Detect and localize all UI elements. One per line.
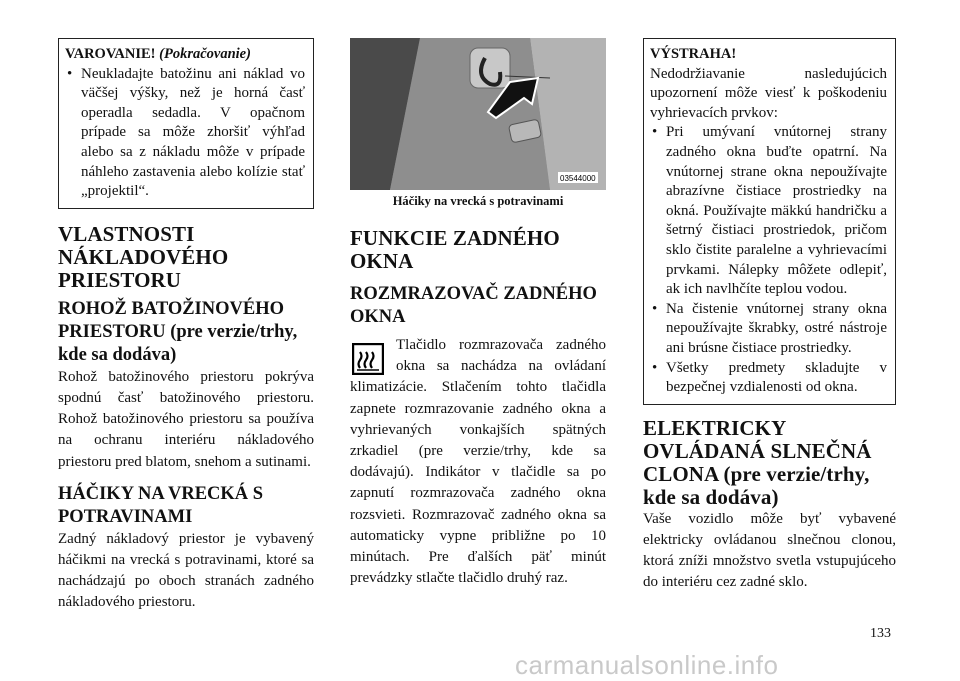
caution-item: • Všetky predmety skladujte v bezpečnej vzdialenosti od okna. — [650, 359, 887, 398]
warning-list — [65, 65, 305, 202]
warning-title — [65, 45, 305, 65]
warning-label: VAROVANIE! — [65, 46, 156, 62]
cargo-mat-heading: ROHOŽ BATOŽINOVÉHO PRIESTORU (pre verzie/trhy, kde sa dodáva) — [58, 298, 298, 365]
caution-item: • Pri umývaní vnútornej strany zadného okna buďte opatrní. Na vnútornej strane okna nepoužívajte abrazívne čistiace prostriedky na okná. Používajte mäkkú handričku a šetrný čistiaci prostriedok, pričom sklo čistite paralelne a vyhrievacími prvkami. Nálepky môžete odlepiť, ak ich navlhčíte teplou vodou. — [650, 123, 887, 299]
grocery-hooks-text: Zadný nákladový priestor je vybavený háčikmi na vrecká s potravinami, ktoré sa nachádzajú po oboch stranách zadného nákladového priestoru. — [58, 530, 314, 611]
cargo-heading: VLASTNOSTI NÁKLADOVÉHO PRIESTORU — [58, 221, 229, 292]
defroster-heading: ROZMRAZOVAČ ZADNÉHO OKNA — [350, 284, 597, 327]
grocery-hooks-heading: HÁČIKY NA VRECKÁ S POTRAVINAMI — [58, 483, 264, 527]
sunshade-heading: ELEKTRICKY OVLÁDANÁ SLNEČNÁ CLONA (pre verzie/trhy, kde sa dodáva) — [643, 415, 872, 509]
column-right — [643, 38, 896, 594]
column-middle — [350, 38, 606, 589]
caution-item: • Na čistenie vnútornej strany okna nepoužívajte škrabky, ostré nástroje ani brúsne čistiace prostriedky. — [650, 300, 887, 359]
defroster-text: Tlačidlo rozmrazovača zadného okna sa nachádza na ovládaní klimatizácie. Stlačením tohto tlačidla zapnete rozmrazovanie zadného okna a vyhrievaných vonkajších spätných zrkadiel (pre verzie/trhy, kde sa dodávajú). Indikátor v tlačidle sa po zapnutí rozmrazovača zadného okna rozsvieti. Rozmrazovač zadného okna sa automaticky vypne približne po 10 minútach. Pre ďalších päť minút prevádzky stlačte tlačidlo druhý raz. — [350, 337, 606, 587]
warning-item: • Neukladajte batožinu ani náklad vo väčšej výšky, než je horná časť operadla sedadla. V opačnom prípade sa môže zhoršiť výhľad alebo sa z nákladu môže v prípade náhleho zastavenia alebo kolízie stať „projektil“. — [65, 65, 305, 202]
caution-box — [643, 38, 896, 405]
rear-defrost-icon — [352, 343, 384, 375]
figure-code: 03544000 — [560, 174, 596, 183]
grocery-hook-photo — [350, 38, 606, 190]
watermark: carmanualsonline.info — [515, 650, 779, 680]
defroster-block — [350, 335, 606, 589]
column-left — [58, 38, 314, 614]
caution-title: VÝSTRAHA! — [650, 46, 737, 62]
sunshade-text: Vaše vozidlo môže byť vybavené elektricky ovládanou slnečnou clonou, ktorá zníži množstvo svetla vstupujúceho do interiéru cez zadné sklo. — [643, 510, 896, 591]
caution-list — [650, 123, 887, 397]
page-number: 133 — [870, 626, 891, 641]
warning-continued: (Pokračovanie) — [159, 46, 251, 62]
caution-intro: Nedodržiavanie nasledujúcich upozornení môže viesť k poškodeniu vyhrievacích prvkov: — [650, 65, 887, 121]
rear-window-heading: FUNKCIE ZADNÉHO OKNA — [350, 226, 560, 273]
warning-box — [58, 38, 314, 209]
grocery-hook-illustration — [350, 38, 606, 190]
cargo-mat-text: Rohož batožinového priestoru pokrýva spodnú časť batožinového priestoru. Rohož batožinového priestoru sa používa na ochranu interiéru nákladového priestoru pred blatom, snehom a sutinami. — [58, 368, 314, 470]
figure-caption: Háčiky na vrecká s potravinami — [392, 194, 564, 208]
